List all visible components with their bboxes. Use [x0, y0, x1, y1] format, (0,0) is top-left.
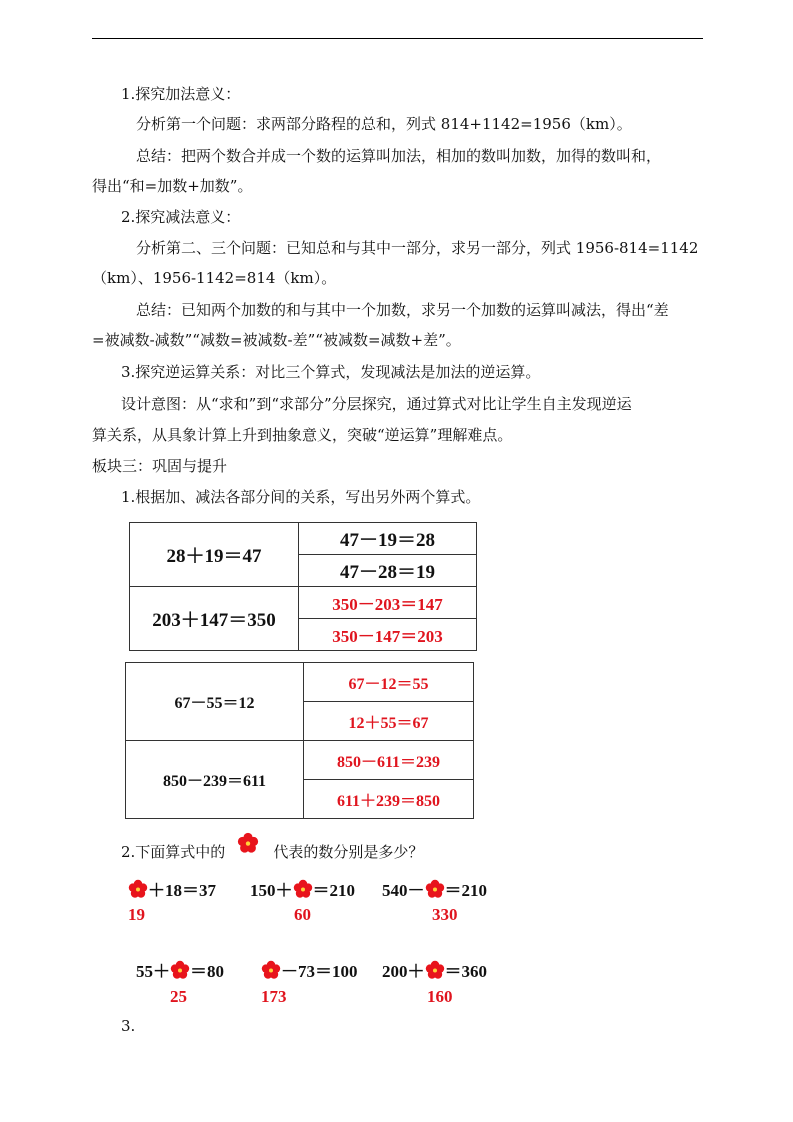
answer-equation: 350－203＝147	[299, 587, 477, 619]
flower-icon	[170, 960, 190, 980]
flower-problem	[261, 957, 358, 982]
equation-table-2	[125, 662, 474, 819]
problem-prefix: 540－	[382, 881, 425, 900]
design-intent-line2: 算关系，从具象计算上升到抽象意义，突破“逆运算”理解难点。	[92, 426, 513, 444]
flower-problem	[382, 957, 487, 982]
answer-equation: 850－611＝239	[304, 741, 474, 780]
section2-summary-line2: =被减数-减数”“减数=被减数-差”“被减数=减数+差”。	[92, 331, 461, 349]
section2-analysis-line1: 分析第二、三个问题：已知总和与其中一部分，求另一部分，列式 1956-814=1142	[136, 239, 699, 257]
derived-equation: 47－28＝19	[299, 555, 477, 587]
section1-summary-line1: 总结：把两个数合并成一个数的运算叫加法，相加的数叫加数，加得的数叫和，	[136, 147, 662, 165]
problem-suffix: ＝80	[190, 962, 224, 981]
problem-answer: 173	[261, 987, 287, 1006]
section3-heading: 3.探究逆运算关系：对比三个算式，发现减法是加法的逆运算。	[121, 363, 541, 381]
problem-suffix: －73＝100	[281, 962, 358, 981]
block3-title: 板块三：巩固与提升	[92, 457, 228, 475]
answer-equation: 67－12＝55	[304, 663, 474, 702]
problem-answer: 19	[128, 905, 145, 924]
problem-answer: 330	[432, 905, 458, 924]
question2-suffix: 代表的数分别是多少？	[273, 843, 424, 861]
section2-summary-line1: 总结：已知两个加数的和与其中一个加数，求另一个加数的运算叫减法，得出“差	[136, 301, 669, 319]
section2-analysis-line2: （km）、1956-1142=814（km）。	[92, 269, 337, 287]
section1-analysis: 分析第一个问题：求两部分路程的总和，列式 814+1142=1956（km）。	[136, 115, 632, 133]
problem-answer: 60	[294, 905, 311, 924]
problem-prefix: 200＋	[382, 962, 425, 981]
equation-table-1	[129, 522, 477, 651]
flower-problem	[250, 876, 355, 901]
answer-equation: 611＋239＝850	[304, 780, 474, 819]
answer-equation: 350－147＝203	[299, 619, 477, 651]
problem-answer: 25	[170, 987, 187, 1006]
flower-problem	[128, 876, 216, 901]
answer-equation: 12＋55＝67	[304, 702, 474, 741]
problem-suffix: ＝210	[312, 881, 355, 900]
flower-icon	[128, 879, 148, 899]
problem-suffix: ＋18＝37	[148, 881, 216, 900]
flower-icon	[225, 842, 273, 862]
section2-heading: 2.探究减法意义：	[121, 208, 241, 226]
problem-answer: 160	[427, 987, 453, 1006]
flower-problem	[136, 957, 224, 982]
problem-suffix: ＝210	[444, 881, 487, 900]
section1-summary-line2: 得出“和=加数+加数”。	[92, 177, 253, 195]
problem-suffix: ＝360	[444, 962, 487, 981]
section1-heading: 1.探究加法意义：	[121, 85, 241, 103]
header-rule	[92, 38, 703, 39]
given-equation: 850－239＝611	[126, 741, 304, 819]
flower-icon	[425, 879, 445, 899]
flower-icon	[293, 879, 313, 899]
problem-prefix: 55＋	[136, 962, 170, 981]
flower-problem	[382, 876, 487, 901]
question1: 1.根据加、减法各部分间的关系，写出另外两个算式。	[121, 488, 481, 506]
given-equation: 203＋147＝350	[130, 587, 299, 651]
derived-equation: 47－19＝28	[299, 523, 477, 555]
design-intent-line1: 设计意图：从“求和”到“求部分”分层探究，通过算式对比让学生自主发现逆运	[121, 395, 632, 413]
flower-icon	[261, 960, 281, 980]
given-equation: 28＋19＝47	[130, 523, 299, 587]
question3: 3.	[121, 1017, 136, 1035]
problem-prefix: 150＋	[250, 881, 293, 900]
given-equation: 67－55＝12	[126, 663, 304, 741]
flower-icon	[425, 960, 445, 980]
question2	[121, 842, 423, 862]
question2-prefix: 2.下面算式中的	[121, 843, 226, 861]
